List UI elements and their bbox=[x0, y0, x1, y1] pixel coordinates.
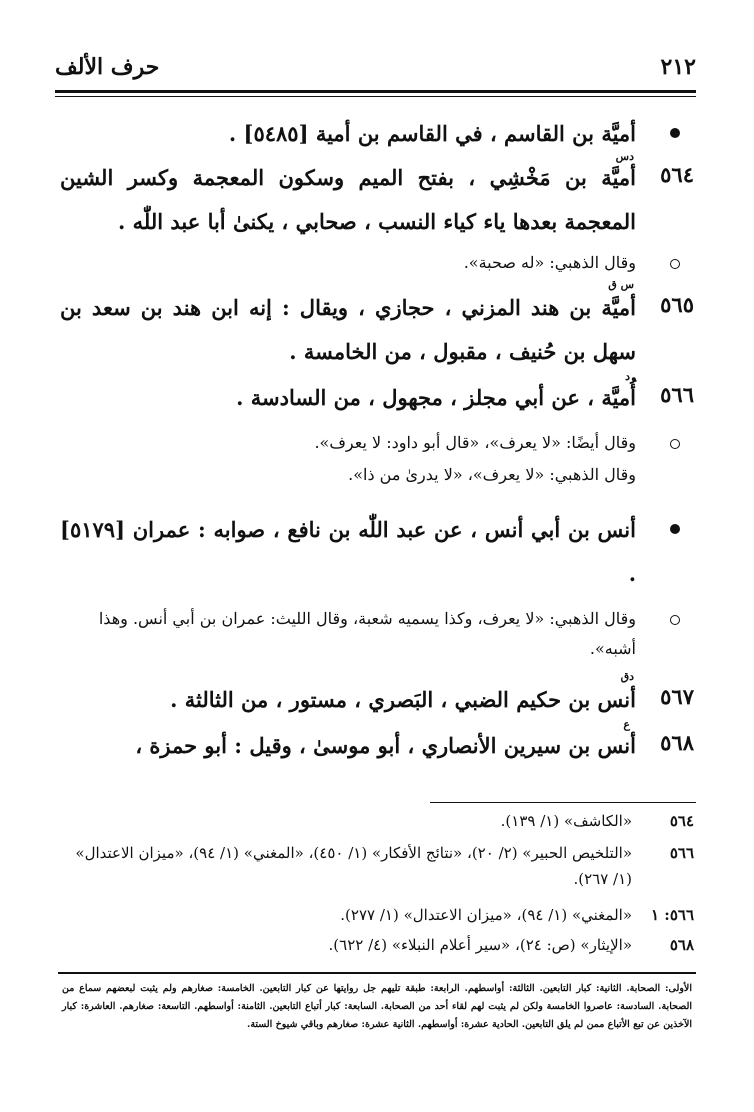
entry-number: ٥٦٧ bbox=[660, 684, 694, 709]
footnote bbox=[60, 840, 694, 896]
page-number: ٢١٢ bbox=[660, 54, 696, 80]
siglum: دق bbox=[620, 670, 634, 683]
header-rule-thin bbox=[55, 96, 696, 97]
footnote-number: ٥٦٦ bbox=[669, 844, 694, 862]
footnote bbox=[60, 902, 694, 928]
entry-text: أُميَّة ، عن أبي مجلز ، مجهول ، من السادسة . bbox=[236, 385, 636, 410]
note-dhahabi bbox=[60, 248, 694, 278]
note-dhahabi bbox=[60, 604, 694, 664]
footnote-separator bbox=[430, 802, 696, 803]
note-text: وقال أيضًا: «لا يعرف»، «قال أبو داود: لا يعرف». bbox=[314, 433, 636, 452]
key-separator bbox=[58, 972, 696, 974]
entry-text: أميَّة بن القاسم ، في القاسم بن أمية [٥٤٨٥] . bbox=[228, 121, 636, 146]
note-566 bbox=[60, 428, 694, 492]
footnote-number: ٥٦٤ bbox=[669, 812, 694, 830]
siglum: ع bbox=[623, 718, 630, 731]
entry-568 bbox=[60, 718, 694, 768]
entry-566 bbox=[60, 370, 694, 420]
entry-number: ٥٦٤ bbox=[660, 162, 694, 187]
entry-number: ٥٦٨ bbox=[660, 730, 694, 755]
siglum: دس bbox=[615, 150, 634, 163]
page-header bbox=[55, 50, 696, 86]
note-text-dhahabi: وقال الذهبي: «لا يعرف»، «لا يدرىٰ من ذا». bbox=[348, 465, 636, 484]
entry-text: أميَّة بن مَخْشِي ، بفتح الميم وسكون المعجمة وكسر الشين المعجمة بعدها ياء كياء النسب ، صحابي ، يكنىٰ أبا عبد اللّٰه . bbox=[60, 165, 636, 234]
siglum: د bbox=[625, 370, 630, 383]
footnote-text: «الإيثار» (ص: ٢٤)، «سير أعلام النبلاء» (٤/ ٦٢٢). bbox=[328, 936, 632, 954]
entry-number: ٥٦٥ bbox=[660, 292, 694, 317]
entry-text: أنس بن سيرين الأنصاري ، أبو موسىٰ ، وقيل : أبو حمزة ، bbox=[135, 733, 636, 758]
header-rule-thick bbox=[55, 90, 696, 93]
circle-marker bbox=[670, 259, 680, 269]
footnote-text: «التلخيص الحبير» (٢/ ٢٠)، «نتائج الأفكار» (١/ ٤٥٠)، «المغني» (١/ ٩٤)، «ميزان الاعتدال» (١/ ٢٦٧). bbox=[75, 844, 632, 888]
entry-cross-reference bbox=[60, 508, 694, 596]
circle-marker bbox=[670, 439, 680, 449]
entry-567 bbox=[60, 670, 694, 722]
chapter-title: حرف الألف bbox=[55, 54, 160, 80]
footnote-text: «المغني» (١/ ٩٤)، «ميزان الاعتدال» (١/ ٢٧٧). bbox=[340, 906, 632, 924]
entry-text: أنس بن أبي أنس ، عن عبد اللّٰه بن نافع ، صوابه : عمران [٥١٧٩] . bbox=[60, 517, 636, 586]
footnote-number: ٥٦٨ bbox=[669, 936, 694, 954]
entry-text: أميَّة بن هند المزني ، حجازي ، ويقال : إنه ابن هند بن سعد بن سهل بن حُنيف ، مقبول ، من الخامسة . bbox=[60, 295, 636, 364]
footnote-text: «الكاشف» (١/ ١٣٩). bbox=[500, 812, 632, 830]
bullet-marker bbox=[670, 524, 680, 534]
circle-marker bbox=[670, 615, 680, 625]
bullet-marker bbox=[670, 128, 680, 138]
footnote-number: ٥٦٦: ١ bbox=[651, 906, 694, 924]
entry-565 bbox=[60, 278, 694, 374]
entry-text: أنس بن حكيم الضبي ، البَصري ، مستور ، من الثالثة . bbox=[170, 687, 636, 712]
tabaqat-key: الأولى: الصحابة. الثانية: كبار التابعين. الثالثة: أواسطهم. الرابعة: طبقة تليهم جل روايتها عن كبار التابعين. الخامسة: صغارهم ولم يثبت لبعضهم سماع من الصحابة. السادسة: عاصروا الخامسة ولكن لم يثبت لهم لقاء أحد من الصحابة. السابعة: كبار أتباع التابعين. الثامنة: أواسطهم. التاسعة: صغارهم. العاشرة: كبار الآخذين عن تبع الأتباع ممن لم يلق التابعين. الحادية عشرة: أواسطهم. الثانية عشرة: صغارهم وباقي شيوخ الستة. bbox=[62, 983, 692, 1030]
footnote bbox=[60, 932, 694, 958]
note-text: وقال الذهبي: «له صحبة». bbox=[463, 253, 636, 272]
entry-number: ٥٦٦ bbox=[660, 382, 694, 407]
note-text: وقال الذهبي: «لا يعرف، وكذا يسميه شعبة، وقال الليث: عمران بن أبي أنس. وهذا أشبه». bbox=[98, 609, 636, 658]
footnote bbox=[60, 808, 694, 834]
entry-564 bbox=[60, 150, 694, 244]
siglum: س ق bbox=[608, 278, 634, 291]
entry-cross-reference bbox=[60, 112, 694, 156]
